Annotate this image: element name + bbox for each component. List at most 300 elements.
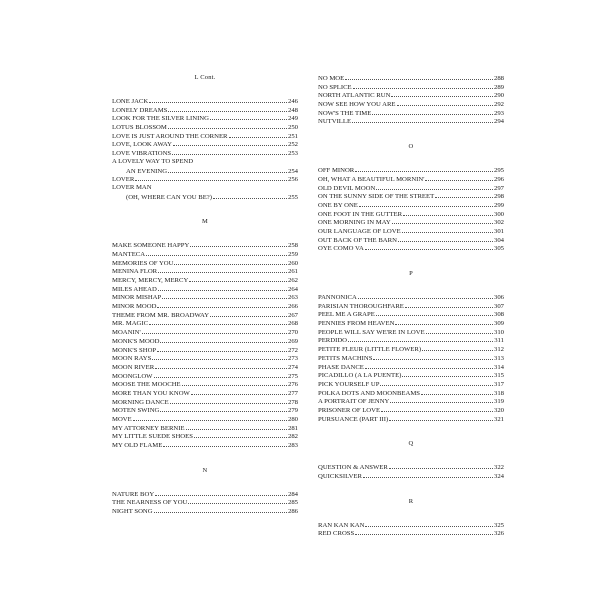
entry-page: 293 — [493, 109, 504, 117]
section-header-r: R — [408, 497, 414, 505]
entry-title: LOVE IS JUST AROUND THE CORNER — [112, 132, 228, 140]
entry-title: THEME FROM MR. BROADWAY — [112, 311, 210, 319]
entry-page: 279 — [287, 407, 298, 415]
entry-title: MOANIN' — [112, 329, 141, 337]
dot-leader — [158, 267, 287, 273]
index-entry — [112, 406, 298, 415]
entry-page: 266 — [287, 303, 298, 311]
dot-leader — [163, 441, 287, 447]
entry-page: 289 — [493, 83, 504, 91]
entry-page: 297 — [493, 184, 504, 192]
entry-title: PARISIAN THOROUGHFARE — [318, 302, 404, 310]
entry-title: MINOR MISHAP — [112, 294, 162, 302]
entry-page: 315 — [493, 372, 504, 380]
entry-title: RED CROSS — [318, 530, 355, 538]
index-entry — [112, 415, 298, 424]
dot-leader — [191, 389, 287, 395]
dot-leader — [170, 398, 287, 404]
dot-leader — [133, 415, 287, 421]
entry-title: ONE BY ONE — [318, 201, 358, 209]
entry-page: 275 — [287, 372, 298, 380]
dot-leader — [365, 521, 493, 527]
entry-title: MINOR MOOD — [112, 303, 157, 311]
entry-title: MY ATTORNEY BERNIE — [112, 424, 185, 432]
entry-page: 273 — [287, 355, 298, 363]
section-header-q: Q — [408, 440, 414, 448]
dot-leader — [142, 328, 287, 334]
n-cont-entries-list — [318, 74, 504, 126]
entry-page: 317 — [493, 380, 504, 388]
index-entry — [318, 227, 504, 236]
index-entry — [318, 406, 504, 415]
entry-page: 253 — [287, 150, 298, 158]
entry-page: 255 — [287, 193, 298, 201]
entry-page: 322 — [493, 464, 504, 472]
entry-page: 270 — [287, 329, 298, 337]
dot-leader — [213, 193, 287, 199]
dot-leader — [172, 149, 287, 155]
dot-leader — [380, 380, 493, 386]
index-entry — [318, 380, 504, 389]
index-entry — [318, 336, 504, 345]
index-entry — [318, 389, 504, 398]
dot-leader — [352, 117, 493, 123]
entry-title: MR. MAGIC — [112, 320, 149, 328]
index-entry — [112, 432, 298, 441]
index-entry — [318, 472, 504, 481]
index-entry — [318, 236, 504, 245]
entry-page: 278 — [287, 398, 298, 406]
entry-page: 307 — [493, 302, 504, 310]
dot-leader — [189, 276, 287, 282]
dot-leader — [353, 83, 493, 89]
section-header-o: O — [408, 143, 414, 151]
l-entries-list — [112, 97, 298, 158]
entry-title: PERDIDO — [318, 337, 347, 345]
entry-page: 309 — [493, 320, 504, 328]
index-entry — [112, 250, 298, 259]
dot-leader — [402, 371, 493, 377]
index-entry — [112, 302, 298, 311]
entry-title: AN EVENING — [126, 167, 168, 175]
index-entry — [112, 259, 298, 268]
entry-title: NO SPLICE — [318, 83, 352, 91]
entry-title: LOVE VIBRATIONS — [112, 150, 172, 158]
entry-page: 246 — [287, 98, 298, 105]
dot-leader — [372, 109, 493, 115]
entry-title: OFF MINOR — [318, 167, 355, 175]
entry-title: MEMORIES OF YOU — [112, 259, 174, 267]
index-entry — [318, 109, 504, 118]
dot-leader — [365, 244, 493, 250]
index-entry — [112, 380, 298, 389]
dot-leader — [402, 227, 493, 233]
index-entry — [112, 441, 298, 450]
index-entry — [318, 192, 504, 201]
index-entry — [112, 132, 298, 141]
dot-leader — [210, 311, 287, 317]
entry-title: RAN KAN KAN — [318, 521, 365, 529]
index-entry — [318, 244, 504, 253]
entry-page: 274 — [287, 363, 298, 371]
entry-title: MONK'S SHOP — [112, 346, 157, 354]
dot-leader — [146, 250, 287, 256]
index-entry — [112, 193, 298, 202]
index-entry — [112, 241, 298, 250]
entry-title: THE NEARNESS OF YOU — [112, 499, 188, 507]
dot-leader — [194, 432, 287, 438]
entry-title: ONE MORNING IN MAY — [318, 219, 391, 227]
entry-page: 320 — [493, 406, 504, 414]
index-entry — [112, 354, 298, 363]
index-entry — [318, 529, 504, 538]
entry-page: 259 — [287, 250, 298, 258]
entry-page: 319 — [493, 398, 504, 406]
index-entry — [318, 74, 504, 83]
entry-title: QUICKSILVER — [318, 473, 362, 480]
entry-page: 284 — [287, 490, 298, 498]
index-entry — [318, 363, 504, 372]
index-entry — [112, 498, 298, 507]
entry-title: PANNONICA — [318, 294, 357, 301]
index-entry — [112, 389, 298, 398]
dot-leader — [162, 293, 287, 299]
dot-leader — [345, 74, 493, 80]
m-entries-list — [112, 241, 298, 450]
dot-leader — [154, 507, 287, 513]
entry-page: 272 — [287, 346, 298, 354]
dot-leader — [403, 210, 493, 216]
entry-title: PEEL ME A GRAPE — [318, 311, 375, 319]
entry-page: 251 — [287, 132, 298, 140]
n-entries-list — [112, 490, 298, 516]
entry-page: 325 — [493, 521, 504, 529]
index-entry — [318, 293, 504, 302]
entry-page: 294 — [493, 118, 504, 126]
entry-page: 283 — [287, 442, 298, 450]
section-header-l-cont: L Cont. — [194, 74, 216, 81]
entry-multiline-title-line: LOVER MAN — [112, 183, 152, 191]
dot-leader — [376, 310, 493, 316]
entry-title: NO MOE — [318, 75, 345, 82]
dot-leader — [405, 302, 493, 308]
entry-title: PICK YOURSELF UP — [318, 380, 380, 388]
entry-title: MANTECA — [112, 250, 146, 258]
entry-title: OUT BACK OF THE BARN — [318, 236, 397, 244]
entry-title: ONE FOOT IN THE GUTTER — [318, 210, 403, 218]
entry-page: 282 — [287, 433, 298, 441]
entry-title: OYE COMO VA — [318, 245, 364, 253]
entry-title: QUESTION & ANSWER — [318, 464, 388, 472]
dot-leader — [174, 259, 287, 265]
dot-leader — [157, 302, 287, 308]
entry-page: 250 — [287, 124, 298, 132]
index-entry — [318, 310, 504, 319]
index-entry — [318, 117, 504, 126]
section-header-m: M — [202, 218, 208, 226]
index-entry — [318, 415, 504, 424]
index-entry — [112, 319, 298, 328]
dot-leader — [155, 490, 287, 496]
entry-title: LOTUS BLOSSOM — [112, 124, 167, 132]
index-entry — [318, 210, 504, 219]
entry-title: NOW'S THE TIME — [318, 109, 372, 117]
entry-title: MENINA FLOR — [112, 268, 158, 276]
index-entry — [112, 97, 298, 106]
index-entry — [318, 100, 504, 109]
index-entry — [112, 276, 298, 285]
index-entry — [112, 337, 298, 346]
p-entries-list — [318, 293, 504, 423]
entry-title: MOTEN SWING — [112, 407, 160, 415]
dot-leader — [173, 140, 287, 146]
entry-title: MERCY, MERCY, MERCY — [112, 277, 189, 284]
entry-page: 290 — [493, 92, 504, 100]
entry-title: MOVE — [112, 416, 132, 423]
dot-leader — [395, 319, 493, 325]
entry-title: MOON RAYS — [112, 355, 152, 363]
entry-page: 306 — [493, 294, 504, 301]
dot-leader — [149, 97, 287, 103]
entry-page: 261 — [287, 268, 298, 276]
entry-page: 254 — [287, 167, 298, 175]
entry-page: 260 — [287, 259, 298, 267]
index-entry — [318, 397, 504, 406]
entry-multiline-title-line: A LOVELY WAY TO SPEND — [112, 157, 194, 165]
dot-leader — [359, 201, 493, 207]
entry-title: LONE JACK — [112, 98, 149, 105]
index-entry — [112, 123, 298, 132]
dot-leader — [389, 415, 493, 421]
entry-title: POLKA DOTS AND MOONBEAMS — [318, 389, 420, 397]
index-entry — [318, 166, 504, 175]
dot-leader — [355, 166, 493, 172]
entry-title: OLD DEVIL MOON — [318, 184, 376, 192]
dot-leader — [365, 363, 493, 369]
dot-leader — [421, 389, 493, 395]
entry-page: 268 — [287, 320, 298, 328]
index-entry — [112, 114, 298, 123]
dot-leader — [182, 380, 287, 386]
entry-title: MORE THAN YOU KNOW — [112, 389, 190, 397]
entry-page: 280 — [287, 416, 298, 423]
entry-title: A PORTRAIT OF JENNY — [318, 398, 390, 406]
dot-leader — [391, 91, 493, 97]
index-entry — [112, 311, 298, 320]
dot-leader — [168, 123, 287, 129]
dot-leader — [135, 175, 287, 181]
entry-page: 299 — [493, 201, 504, 209]
entry-title: NORTH ATLANTIC RUN — [318, 92, 391, 100]
entry-page: 288 — [493, 75, 504, 82]
dot-leader — [154, 372, 287, 378]
entry-page: 302 — [493, 219, 504, 227]
entry-title: MOONGLOW — [112, 372, 153, 380]
o-entries-list — [318, 166, 504, 253]
entry-page: 285 — [287, 499, 298, 507]
entry-page: 324 — [493, 473, 504, 480]
entry-title: MOOSE THE MOOCHE — [112, 381, 181, 389]
dot-leader — [188, 498, 287, 504]
index-entry — [112, 490, 298, 499]
dot-leader — [348, 336, 493, 342]
index-entry — [318, 319, 504, 328]
entry-page: 256 — [287, 176, 298, 184]
dot-leader — [152, 354, 287, 360]
dot-leader — [381, 406, 493, 412]
entry-page: 312 — [493, 346, 504, 354]
dot-leader — [376, 184, 493, 190]
index-entry — [318, 201, 504, 210]
index-entry — [112, 293, 298, 302]
entry-title: MORNING DANCE — [112, 398, 169, 406]
entry-page: 267 — [287, 311, 298, 319]
entry-title: ON THE SUNNY SIDE OF THE STREET — [318, 193, 435, 201]
entry-page: 277 — [287, 389, 298, 397]
dot-leader — [355, 529, 493, 535]
dot-leader — [157, 346, 287, 352]
index-entry — [112, 346, 298, 355]
entry-title: OUR LANGUAGE OF LOVE — [318, 227, 401, 235]
index-entry — [112, 328, 298, 337]
index-entry — [112, 285, 298, 294]
dot-leader — [389, 463, 493, 469]
section-header-p: P — [409, 270, 413, 277]
index-entry — [318, 521, 504, 530]
index-entry — [112, 106, 298, 115]
dot-leader — [210, 114, 287, 120]
entry-title: PETITE FLEUR (LITTLE FLOWER) — [318, 346, 422, 354]
entry-title: LONELY DREAMS — [112, 106, 168, 114]
dot-leader — [160, 337, 287, 343]
dot-leader — [425, 175, 493, 181]
dot-leader — [229, 132, 287, 138]
left-column — [112, 74, 298, 516]
entry-title: OH, WHAT A BEAUTIFUL MORNIN' — [318, 175, 425, 183]
entry-page: 281 — [287, 424, 298, 432]
index-entry — [318, 83, 504, 92]
entry-title: MONK'S MOOD — [112, 337, 160, 345]
entry-title: MILES AHEAD — [112, 285, 157, 293]
dot-leader — [168, 106, 287, 112]
index-entry — [112, 175, 298, 184]
index-entry — [112, 149, 298, 158]
index-entry — [318, 371, 504, 380]
entry-page: 249 — [287, 115, 298, 123]
entry-page: 305 — [493, 245, 504, 253]
entry-title: NOW SEE HOW YOU ARE — [318, 101, 396, 109]
index-entry — [112, 167, 298, 176]
entry-page: 321 — [493, 415, 504, 423]
dot-leader — [422, 345, 493, 351]
index-entry — [112, 398, 298, 407]
entry-title: NUTVILLE — [318, 118, 352, 126]
dot-leader — [373, 354, 493, 360]
entry-page: 326 — [493, 530, 504, 538]
dot-leader — [160, 406, 287, 412]
dot-leader — [168, 167, 287, 173]
index-entry — [318, 175, 504, 184]
index-entry — [318, 463, 504, 472]
entry-title: NIGHT SONG — [112, 508, 153, 516]
entry-title: MAKE SOMEONE HAPPY — [112, 242, 190, 250]
q-entries-list — [318, 463, 504, 480]
index-entry — [112, 140, 298, 149]
index-entry — [318, 302, 504, 311]
dot-leader — [149, 319, 287, 325]
dot-leader — [398, 236, 493, 242]
entry-title: MY OLD FLAME — [112, 442, 163, 450]
index-entry — [318, 91, 504, 100]
entry-title: LOVER — [112, 176, 135, 184]
entry-title: LOOK FOR THE SILVER LINING — [112, 115, 209, 123]
index-entry — [112, 372, 298, 381]
index-entry — [318, 328, 504, 337]
entry-page: 301 — [493, 227, 504, 235]
dot-leader — [426, 328, 493, 334]
index-entry — [318, 218, 504, 227]
entry-page: 298 — [493, 193, 504, 201]
entry-page: 276 — [287, 381, 298, 389]
entry-title: PETITS MACHINS — [318, 354, 373, 362]
entry-title: NATURE BOY — [112, 490, 155, 498]
dot-leader — [392, 218, 493, 224]
entry-title: LOVE, LOOK AWAY — [112, 141, 172, 149]
dot-leader — [435, 192, 493, 198]
entry-page: 252 — [287, 141, 298, 149]
entry-page: 314 — [493, 363, 504, 371]
entry-page: 318 — [493, 389, 504, 397]
entry-page: 304 — [493, 236, 504, 244]
entry-title: (OH, WHERE CAN YOU BE?) — [126, 193, 212, 201]
entry-title: PENNIES FROM HEAVEN — [318, 320, 395, 328]
entry-page: 248 — [287, 106, 298, 114]
entry-page: 308 — [493, 311, 504, 319]
dot-leader — [397, 100, 493, 106]
dot-leader — [363, 472, 493, 478]
dot-leader — [158, 285, 287, 291]
dot-leader — [358, 293, 493, 299]
entry-title: PEOPLE WILL SAY WE'RE IN LOVE — [318, 328, 425, 336]
dot-leader — [155, 363, 287, 369]
entry-page: 313 — [493, 354, 504, 362]
entry-page: 258 — [287, 242, 298, 250]
index-entry — [112, 424, 298, 433]
entry-page: 296 — [493, 175, 504, 183]
entry-title: MOON RIVER — [112, 363, 155, 371]
entry-page: 269 — [287, 337, 298, 345]
entry-page: 264 — [287, 285, 298, 293]
entry-page: 295 — [493, 167, 504, 175]
entry-title: PURSUANCE (PART III) — [318, 415, 389, 423]
entry-title: MY LITTLE SUEDE SHOES — [112, 433, 193, 441]
dot-leader — [190, 241, 287, 247]
section-header-n: N — [202, 466, 208, 474]
r-entries-list — [318, 521, 504, 538]
entry-page: 263 — [287, 294, 298, 302]
entry-page: 262 — [287, 277, 298, 284]
entry-page: 310 — [493, 328, 504, 336]
dot-leader — [390, 397, 493, 403]
entry-page: 311 — [494, 337, 504, 345]
entry-title: PICADILLO (A LA PUENTE) — [318, 372, 402, 380]
index-entry — [112, 363, 298, 372]
entry-title: PHASE DANCE — [318, 363, 364, 371]
entry-page: 286 — [287, 508, 298, 516]
entry-page: 292 — [493, 101, 504, 109]
index-entry — [112, 507, 298, 516]
index-entry — [318, 345, 504, 354]
